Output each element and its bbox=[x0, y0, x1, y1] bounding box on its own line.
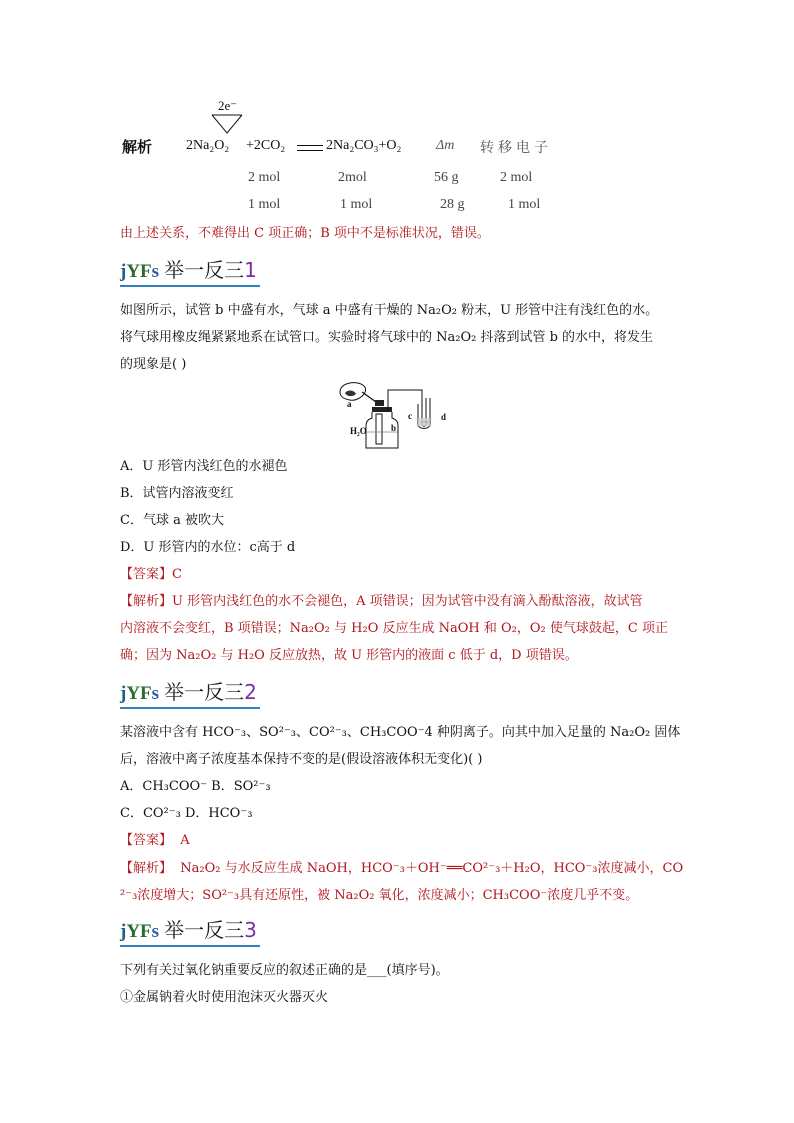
jiexi-label: 解析 bbox=[122, 138, 153, 156]
section2-underline bbox=[120, 707, 260, 709]
s2-question-line2: 后，溶液中离子浓度基本保持不变的是(假设溶液体积无变化)( ) bbox=[120, 752, 483, 767]
s1-analysis-line1: 【解析】U 形管内浅红色的水不会褪色，A 项错误；因为试管中没有滴入酚酞溶液，故试管 bbox=[120, 594, 643, 609]
ratio-row1-c2: 2mol bbox=[338, 170, 367, 185]
brand-logo: jYFs bbox=[120, 683, 160, 704]
section1-title: 举一反三1 bbox=[164, 258, 257, 282]
s1-answer: 【答案】C bbox=[120, 567, 182, 582]
section2-title: 举一反三2 bbox=[164, 680, 257, 704]
section2-heading bbox=[120, 676, 257, 705]
s1-option-a: A．U 形管内浅红色的水褪色 bbox=[120, 459, 288, 474]
electron-transfer-label: 2e⁻ bbox=[218, 98, 238, 113]
brand-logo: jYFs bbox=[120, 921, 160, 942]
s1-analysis-line3: 确；因为 Na₂O₂ 与 H₂O 反应放热，故 U 形管内的液面 c 低于 d，D 项错误。 bbox=[120, 648, 578, 663]
section1-underline bbox=[120, 285, 260, 287]
ratio-row1-c3: 56 g bbox=[434, 170, 459, 185]
apparatus-figure bbox=[336, 380, 452, 452]
s1-option-b: B．试管内溶液变红 bbox=[120, 486, 234, 501]
jiexi-conclusion: 由上述关系，不难得出 C 项正确；B 项中不是标准状况，错误。 bbox=[120, 226, 490, 241]
ratio-row1-c1: 2 mol bbox=[248, 170, 281, 185]
s2-answer: 【答案】 A bbox=[120, 833, 190, 848]
s2-analysis-line2: ²⁻₃浓度增大；SO²⁻₃具有还原性，被 Na₂O₂ 氧化，浓度减小；CH₃COO⁻浓度几乎不变。 bbox=[120, 888, 639, 903]
section1-heading bbox=[120, 254, 257, 283]
section3-underline bbox=[120, 945, 260, 947]
ratio-row2-c2: 1 mol bbox=[340, 197, 373, 212]
s2-options-line2: C．CO²⁻₃ D．HCO⁻₃ bbox=[120, 806, 253, 821]
section3-heading bbox=[120, 914, 257, 943]
figure-label-d: d bbox=[441, 412, 447, 422]
eq-delta-m: Δm bbox=[436, 138, 455, 153]
eq-transfer-electron: 转移电子 bbox=[480, 140, 552, 156]
figure-label-h2o: H₂O bbox=[350, 426, 367, 436]
electron-transfer-arrow bbox=[208, 114, 248, 136]
s2-analysis-line1: 【解析】 Na₂O₂ 与水反应生成 NaOH，HCO⁻₃＋OH⁻══CO²⁻₃＋H₂O，HCO⁻₃浓度减小，CO bbox=[120, 861, 684, 876]
s1-analysis-line2: 内溶液不会变红，B 项错误；Na₂O₂ 与 H₂O 反应生成 NaOH 和 O₂，O₂ 使气球鼓起，C 项正 bbox=[120, 621, 668, 636]
ratio-row2-c4: 1 mol bbox=[508, 197, 541, 212]
eq-product: 2Na₂CO₃+O₂ bbox=[326, 138, 402, 153]
eq-equals-sign bbox=[297, 145, 323, 151]
figure-label-c: c bbox=[408, 411, 412, 421]
eq-reactant1: 2Na₂O₂ bbox=[186, 138, 230, 153]
s1-option-d: D．U 形管内的水位：c高于 d bbox=[120, 540, 296, 555]
section3-title: 举一反三3 bbox=[164, 918, 257, 942]
ratio-row1-c4: 2 mol bbox=[500, 170, 533, 185]
s2-options-line1: A．CH₃COO⁻ B．SO²⁻₃ bbox=[120, 779, 271, 794]
brand-logo: jYFs bbox=[120, 261, 160, 282]
s2-question-line1: 某溶液中含有 HCO⁻₃、SO²⁻₃、CO²⁻₃、CH₃COO⁻4 种阴离子。向其中加入足量的 Na₂O₂ 固体 bbox=[120, 725, 681, 740]
s3-question-line: 下列有关过氧化钠重要反应的叙述正确的是___(填序号)。 bbox=[120, 963, 449, 978]
ratio-row2-c1: 1 mol bbox=[248, 197, 281, 212]
s1-question-line2: 将气球用橡皮绳紧紧地系在试管口。实验时将气球中的 Na₂O₂ 抖落到试管 b 的水中，将发生 bbox=[120, 330, 654, 345]
s1-question-line1: 如图所示，试管 b 中盛有水，气球 a 中盛有干燥的 Na₂O₂ 粉末，U 形管中注有浅红色的水。 bbox=[120, 303, 659, 318]
figure-label-a: a bbox=[347, 399, 352, 409]
s1-option-c: C．气球 a 被吹大 bbox=[120, 513, 224, 528]
s3-item1: ①金属钠着火时使用泡沫灭火器灭火 bbox=[120, 990, 329, 1005]
eq-reactant2: +2CO₂ bbox=[246, 138, 286, 153]
s1-question-line3: 的现象是( ) bbox=[120, 357, 187, 372]
ratio-row2-c3: 28 g bbox=[440, 197, 465, 212]
figure-label-b: b bbox=[391, 423, 397, 433]
